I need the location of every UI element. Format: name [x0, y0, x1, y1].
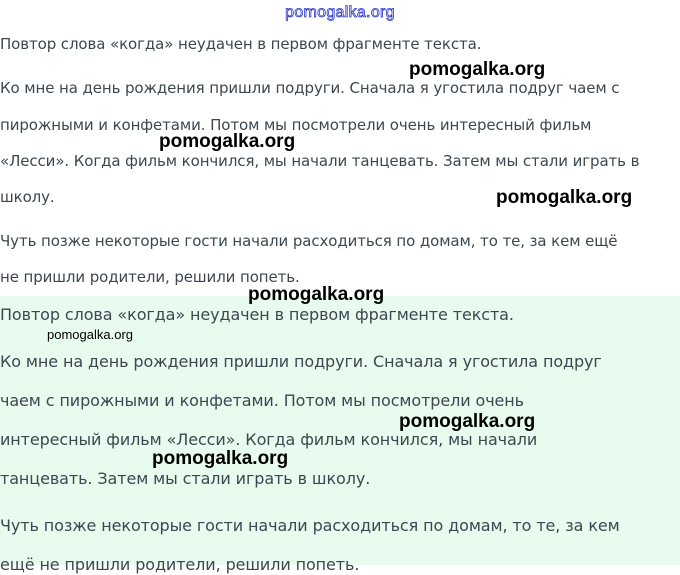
watermark: pomogalka.org	[47, 327, 133, 342]
fragment2-line-6: Чуть позже некоторые гости начали расходиться по домам, то те, за кем	[0, 516, 620, 535]
fragment2-line-4: интересный фильм «Лесси». Когда фильм кончился, мы начали	[0, 430, 538, 449]
header-watermark	[0, 2, 680, 22]
fragment1-line-1: Повтор слова «когда» неудачен в первом фрагменте текста.	[0, 35, 482, 53]
header-watermark-text: pomogalka.org	[285, 4, 395, 21]
watermark: pomogalka.org	[159, 131, 296, 152]
fragment2-line-5: танцевать. Затем мы стали играть в школу.	[0, 469, 371, 488]
watermark: pomogalka.org	[496, 187, 633, 208]
watermark: pomogalka.org	[399, 411, 536, 432]
fragment1-line-3: пирожными и конфетами. Потом мы посмотрели очень интересный фильм	[0, 116, 592, 134]
fragment2-line-2: Ко мне на день рождения пришли подруги. Сначала я угостила подруг	[0, 352, 602, 371]
fragment2-line-1: Повтор слова «когда» неудачен в первом фрагменте текста.	[0, 305, 514, 324]
fragment1-line-2: Ко мне на день рождения пришли подруги. Сначала я угостила подруг чаем с	[0, 79, 620, 97]
watermark: pomogalka.org	[152, 448, 289, 469]
fragment2-line-7: ещё не пришли родители, решили попеть.	[0, 555, 360, 574]
fragment1-line-5: школу.	[0, 188, 55, 206]
fragment2-line-3: чаем с пирожными и конфетами. Потом мы посмотрели очень	[0, 391, 524, 410]
fragment1-line-4: «Лесси». Когда фильм кончился, мы начали танцевать. Затем мы стали играть в	[0, 152, 640, 170]
fragment1-line-7: не пришли родители, решили попеть.	[0, 268, 300, 286]
watermark: pomogalka.org	[248, 284, 385, 305]
watermark: pomogalka.org	[409, 59, 546, 80]
fragment1-line-6: Чуть позже некоторые гости начали расходиться по домам, то те, за кем ещё	[0, 232, 618, 250]
